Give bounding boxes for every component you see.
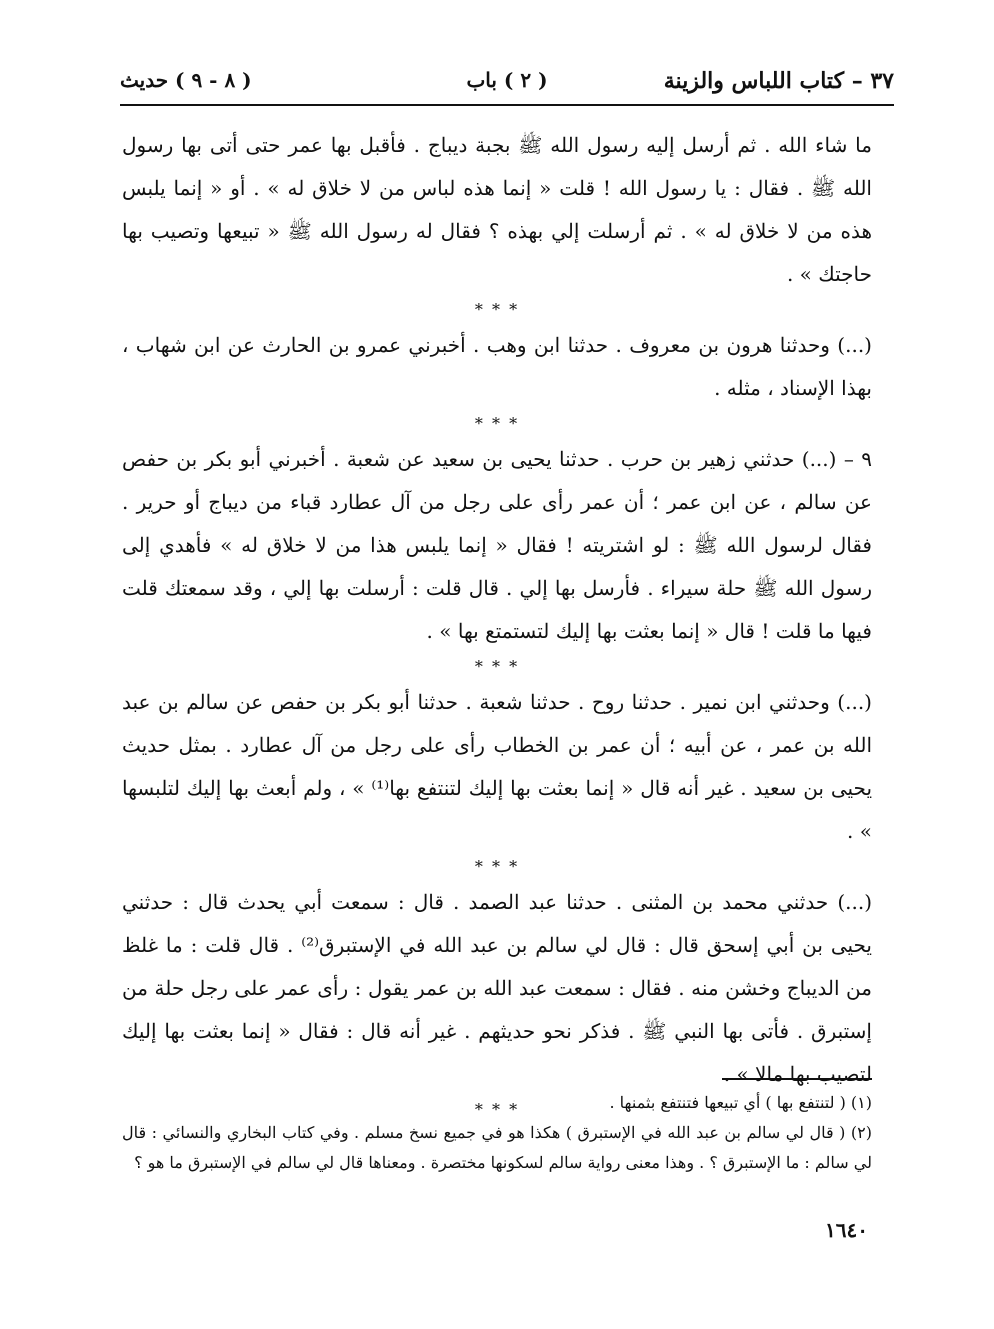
separator-stars: * * * bbox=[474, 300, 520, 319]
paragraph-continuation: ما شاء الله . ثم أرسل إليه رسول الله ﷺ بجبة ديباج . فأقبل بها عمر حتى أتى بها رسول الله ﷺ . فقال : يا رسول الله ! قلت « إنما هذه لباس من لا خلاق له » . أو « إنما يلبس هذه من لا خلاق له » . ثم أرسلت إلي بهذه ؟ فقال له رسول الله ﷺ « تبيعها وتصيب بها حاجتك » . bbox=[122, 133, 872, 286]
main-text bbox=[122, 124, 872, 1124]
paragraph-harun-chain: (...) وحدثنا هرون بن معروف . حدثنا ابن وهب . أخبرني عمرو بن الحارث عن ابن شهاب ، بهذا الإسناد ، مثله . bbox=[122, 333, 872, 400]
header-chapter: ( ٢ ) باب bbox=[466, 68, 548, 92]
page-number: ١٦٤٠ bbox=[825, 1218, 868, 1242]
paragraph-ibn-muthanna-chain: (...) حدثني محمد بن المثنى . حدثنا عبد الصمد . قال : سمعت أبي يحدث قال : حدثني يحيى بن أبي إسحق قال : قال لي سالم بن عبد الله في الإستبرق⁽²⁾ . قال قلت : ما غلظ من الديباج وخشن منه . فقال : سمعت عبد الله بن عمر يقول : رأى عمر على رجل حلة من إستبرق . فأتى بها النبي ﷺ . فذكر نحو حديثهم . غير أنه قال : فقال « إنما بعثت بها إليك لتصيب بها مالا » . bbox=[122, 890, 872, 1086]
header-rule bbox=[120, 104, 894, 106]
footnote-1: (١) ( لتنتفع بها ) أي تبيعها فتنتفع بثمنها . bbox=[609, 1093, 872, 1112]
page-header bbox=[120, 64, 894, 104]
separator-stars: * * * bbox=[474, 657, 520, 676]
separator-stars: * * * bbox=[474, 1100, 520, 1119]
separator-stars: * * * bbox=[474, 857, 520, 876]
paragraph-ibn-numayr-chain: (...) وحدثني ابن نمير . حدثنا روح . حدثنا شعبة . حدثنا أبو بكر بن حفص عن سالم بن عبد الله بن عمر ، عن أبيه ؛ أن عمر بن الخطاب رأى على رجل من آل عطارد . بمثل حديث يحيى بن سعيد . غير أنه قال « إنما بعثت بها إليك لتنتفع بها⁽¹⁾ » ، ولم أبعث بها إليك لتلبسها » . bbox=[122, 690, 873, 843]
footnotes bbox=[122, 1088, 872, 1178]
separator-stars: * * * bbox=[474, 414, 520, 433]
header-book-title: ٣٧ – كتاب اللباس والزينة bbox=[663, 68, 894, 94]
paragraph-hadith-9: ٩ – (...) حدثني زهير بن حرب . حدثنا يحيى بن سعيد عن شعبة . أخبرني أبو بكر بن حفص عن سالم ، عن ابن عمر ؛ أن عمر رأى على رجل من آل عطارد قباء من ديباج أو حرير . فقال لرسول الله ﷺ : لو اشتريته ! فقال « إنما يلبس هذا من لا خلاق له » فأهدي إلى رسول الله ﷺ حلة سيراء . فأرسل بها إلي . قال قلت : أرسلت بها إلي ، وقد سمعتك قلت فيها ما قلت ! قال « إنما بعثت بها إليك لتستمتع بها » . bbox=[122, 447, 872, 643]
footnote-2: (٢) ( قال لي سالم بن عبد الله في الإستبرق ) هكذا هو في جميع نسخ مسلم . وفي كتاب البخاري والنسائي : قال لي سالم : ما الإستبرق ؟ . وهذا معنى رواية سالم لسكونها مختصرة . ومعناها قال لي سالم في الإستبرق ما هو ؟ bbox=[122, 1123, 873, 1172]
header-hadith-range: ( ٨ - ٩ ) حديث bbox=[120, 68, 252, 92]
footnote-rule bbox=[722, 1078, 872, 1080]
